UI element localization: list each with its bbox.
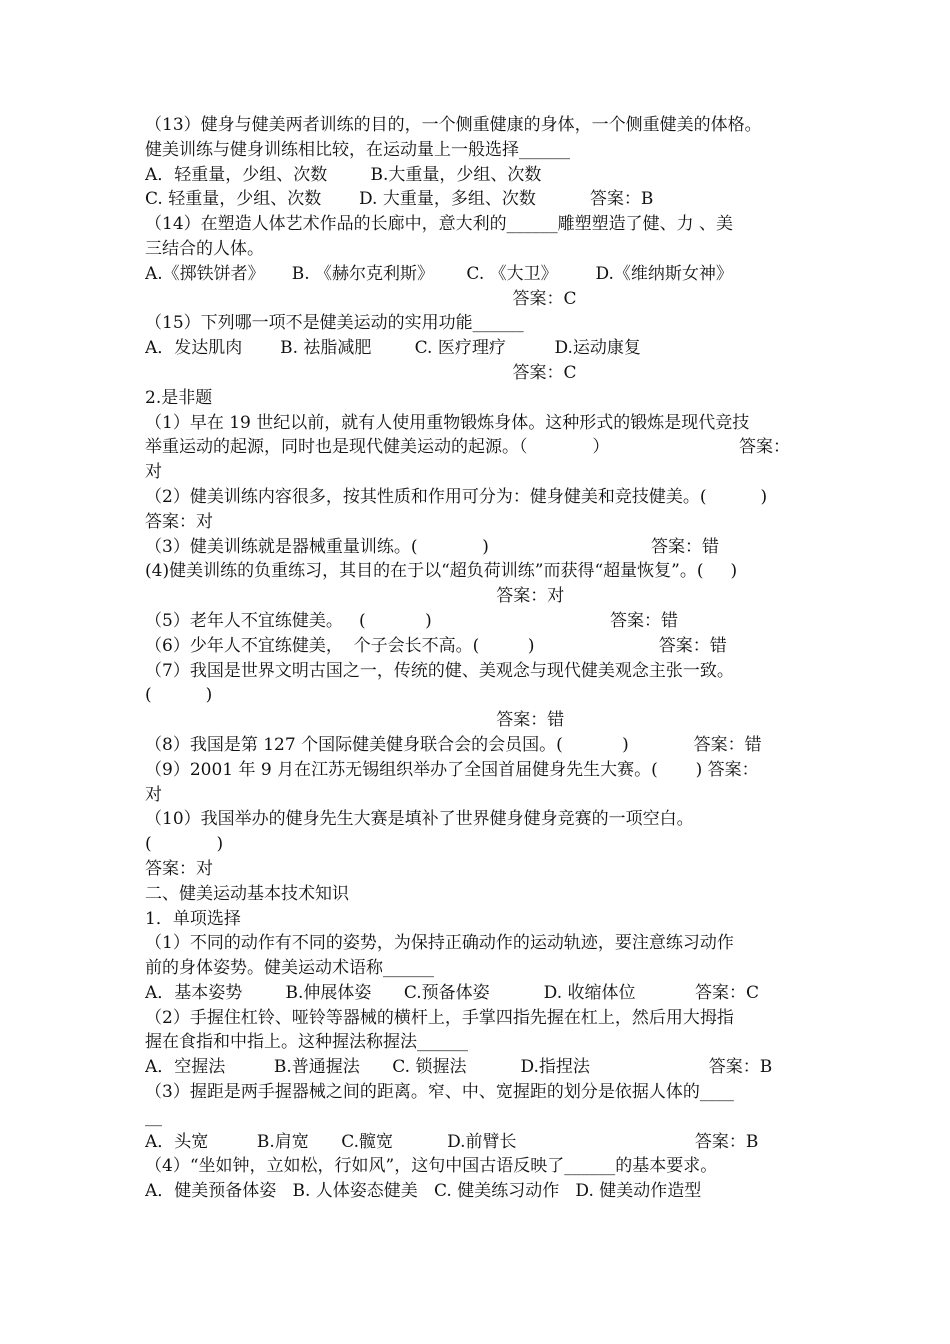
text-line: （6）少年人不宜练健美， 个子会长不高。( ) 答案：错 <box>145 635 727 656</box>
text-line: 对 <box>145 462 162 483</box>
text-line: 答案：对 <box>145 511 213 532</box>
text-line: A．头宽 B.肩宽 C.髋宽 D.前臂长 答案：B <box>145 1131 759 1152</box>
text-line: （1）早在 19 世纪以前，就有人使用重物锻炼身体。这种形式的锻炼是现代竞技 <box>145 412 750 433</box>
text-line: 对 <box>145 784 162 805</box>
document-page <box>145 113 810 1204</box>
text-line: （1）不同的动作有不同的姿势，为保持正确动作的运动轨迹，要注意练习动作 <box>145 933 734 954</box>
text-line: 答案：错 <box>145 710 565 731</box>
text-line: 二、健美运动基本技术知识 <box>145 883 349 904</box>
text-line: （2）健美训练内容很多，按其性质和作用可分为：健身健美和竞技健美。( ) <box>145 486 768 507</box>
text-line: 2.是非题 <box>145 387 213 408</box>
text-line: A．基本姿势 B.伸展体姿 C.预备体姿 D. 收缩体位 答案：C <box>145 982 759 1003</box>
text-line: （10）我国举办的健身先生大赛是填补了世界健身健身竞赛的一项空白。 <box>145 809 694 830</box>
text-line: （15）下列哪一项不是健美运动的实用功能______ <box>145 313 524 334</box>
text-line: C. 轻重量，少组、次数 D. 大重量，多组、次数 答案：B <box>145 189 654 210</box>
text-line: （4）“坐如钟，立如松，行如风”，这句中国古语反映了______的基本要求。 <box>145 1156 718 1177</box>
text-line: 答案：C <box>145 362 577 383</box>
text-line: （13）健身与健美两者训练的目的，一个侧重健康的身体，一个侧重健美的体格。 <box>145 115 762 135</box>
text-line: A．发达肌肉 B. 祛脂减肥 C. 医疗理疗 D.运动康复 <box>145 338 641 359</box>
text-line: （5）老年人不宜练健美。 ( ) 答案：错 <box>145 610 679 631</box>
text-line: （3）握距是两手握器械之间的距离。窄、中、宽握距的划分是依据人体的____ <box>145 1082 734 1103</box>
text-line: (4)健美训练的负重练习，其目的在于以“超负荷训练”而获得“超量恢复”。( ) <box>145 561 738 582</box>
text-line: 举重运动的起源，同时也是现代健美运动的起源。（ ） 答案： <box>145 437 791 458</box>
text-line: A.《掷铁饼者》 B. 《赫尔克利斯》 C. 《大卫》 D.《维纳斯女神》 <box>145 263 733 284</box>
text-line: 答案：对 <box>145 858 213 879</box>
text-line: （9）2001 年 9 月在江苏无锡组织举办了全国首届健身先生大赛。( ) 答案： <box>145 759 759 780</box>
text-line: 答案：C <box>145 288 577 309</box>
text-line: A．轻重量，少组、次数 B.大重量，少组、次数 <box>145 164 542 185</box>
text-line: A．健美预备体姿 B. 人体姿态健美 C. 健美练习动作 D. 健美动作造型 <box>145 1181 702 1202</box>
text-line: __ <box>145 1106 162 1127</box>
text-line: （7）我国是世界文明古国之一，传统的健、美观念与现代健美观念主张一致。 <box>145 660 734 681</box>
text-line: ( ) <box>145 834 224 855</box>
text-line: （3）健美训练就是器械重量训练。( ) 答案：错 <box>145 536 720 557</box>
text-line: A．空握法 B.普通握法 C. 锁握法 D.指捏法 答案：B <box>145 1057 773 1078</box>
text-line: ( ) <box>145 685 213 706</box>
text-line: （8）我国是第 127 个国际健美健身联合会的会员国。( ) 答案：错 <box>145 734 762 755</box>
text-line: 1．单项选择 <box>145 908 241 929</box>
text-line: 三结合的人体。 <box>145 238 264 259</box>
text-line: （14）在塑造人体艺术作品的长廊中，意大利的______雕塑塑造了健、力 、美 <box>145 214 734 235</box>
text-line: 前的身体姿势。健美运动术语称______ <box>145 958 434 979</box>
text-line: 握在食指和中指上。这种握法称握法______ <box>145 1032 468 1053</box>
text-line: （2）手握住杠铃、哑铃等器械的横杆上，手掌四指先握在杠上，然后用大拇指 <box>145 1007 734 1028</box>
text-line: 健美训练与健身训练相比较，在运动量上一般选择______ <box>145 139 570 160</box>
text-line: 答案：对 <box>145 586 565 607</box>
